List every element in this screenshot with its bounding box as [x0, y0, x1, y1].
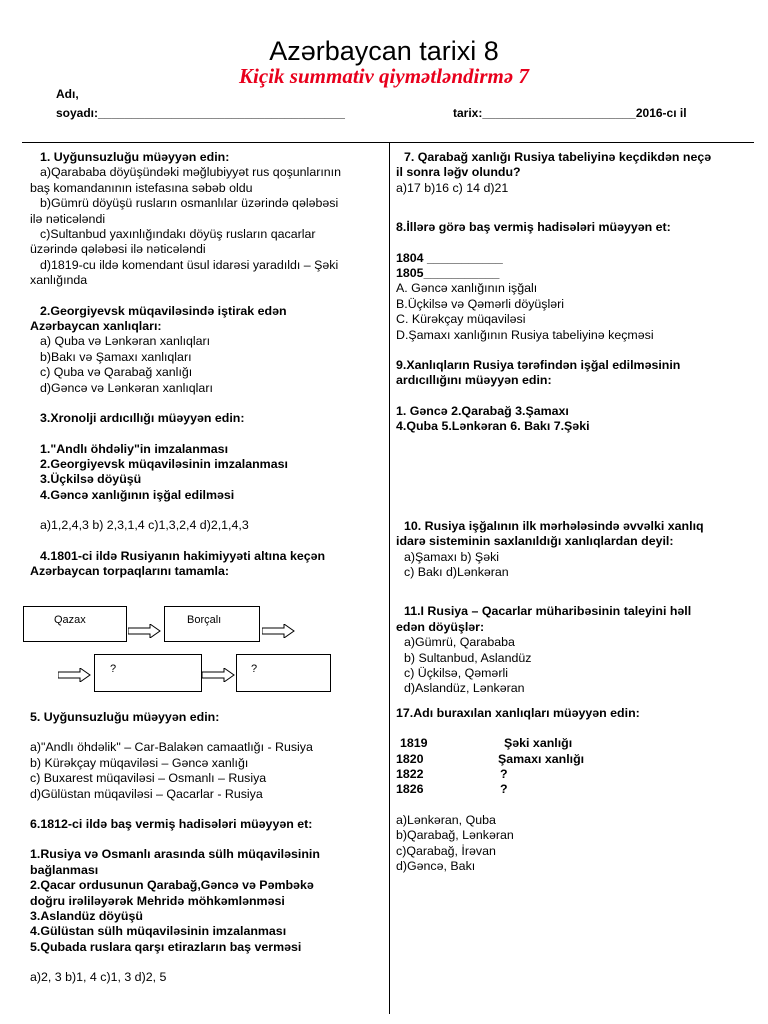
q3-item: 3.Üçkilsə döyüşü: [40, 472, 142, 487]
left-column-lower: [30, 710, 382, 986]
page-subtitle: Kiçik summativ qiymətləndirmə 7: [239, 64, 529, 88]
header-divider: [22, 142, 754, 143]
q17-option[interactable]: d)Gəncə, Bakı: [396, 859, 476, 873]
q5-option[interactable]: b) Kürəkçay müqaviləsi – Gəncə xanlığı: [30, 755, 249, 770]
q17-title: 17.Adı buraxılan xanlıqları müəyyən edin:: [396, 705, 640, 720]
q17-row: [396, 782, 746, 797]
q6-item: 4.Gülüstan sülh müqaviləsinin imzalanması: [30, 924, 287, 939]
q10-title: 10. Rusiya işğalının ilk mərhələsində əvvəlki xanlıq: [404, 518, 704, 533]
arrow-icon: [202, 668, 236, 682]
q17-year: 1819: [400, 736, 428, 751]
q1-line: xanlığında: [30, 273, 88, 288]
q11-option[interactable]: b) Sultanbud, Aslandüz: [404, 650, 532, 665]
q8-year-1805[interactable]: 1805___________: [396, 266, 500, 281]
q1-line: ilə nəticələndi: [30, 211, 106, 226]
q17-year: 1826: [396, 782, 424, 797]
q1-line: üzərində qələbəsi ilə nəticələndi: [30, 242, 206, 257]
q1-title: 1. Uyğunsuzluğu müəyyən edin:: [40, 150, 230, 164]
q17-option[interactable]: a)Lənkəran, Quba: [396, 812, 496, 827]
box-borcali: [164, 606, 260, 642]
q7-title: il sonra ləğv olundu?: [396, 165, 521, 180]
q3-item: 2.Georgiyevsk müqaviləsinin imzalanması: [40, 456, 288, 471]
q17-option[interactable]: c)Qarabağ, İrəvan: [396, 843, 496, 858]
box-label: ?: [110, 663, 117, 675]
q6-answers[interactable]: a)2, 3 b)1, 4 c)1, 3 d)2, 5: [30, 970, 167, 985]
q8-title: 8.İllərə görə baş vermiş hadisələri müəyyən et:: [396, 220, 671, 235]
arrow-icon: [262, 624, 296, 638]
q6-item: 1.Rusiya və Osmanlı arasında sülh müqaviləsinin: [30, 847, 320, 862]
q8-event: D.Şamaxı xanlığının Rusiya tabeliyinə keçməsi: [396, 327, 654, 342]
q2-title: Azərbaycan xanlıqları:: [30, 319, 162, 334]
box-label: Borçalı: [187, 614, 222, 626]
q9-title: 9.Xanlıqların Rusiya tərəfindən işğal edilməsinin: [396, 358, 681, 373]
q17-option[interactable]: b)Qarabağ, Lənkəran: [396, 828, 514, 843]
q2-option[interactable]: a) Quba və Lənkəran xanlıqları: [40, 334, 211, 349]
q9-title: ardıcıllığını müəyyən edin:: [396, 373, 552, 388]
q17-khanate: Şəki xanlığı: [504, 736, 573, 751]
q11-title: edən döyüşlər:: [396, 619, 485, 634]
q11-option[interactable]: d)Aslandüz, Lənkəran: [404, 681, 525, 696]
q17-khanate: ?: [500, 782, 508, 797]
q1-line: d)1819-cu ildə komendant üsul idarəsi yaradıldı – Şəki: [40, 257, 339, 272]
left-column: [30, 150, 382, 579]
q11-title: 11.I Rusiya – Qacarlar müharibəsinin taleyini həll: [404, 604, 692, 619]
q6-item: 3.Aslandüz döyüşü: [30, 909, 143, 924]
q2-title: 2.Georgiyevsk müqaviləsində iştirak edən: [40, 303, 287, 318]
arrow-icon: [58, 668, 92, 682]
column-divider: [389, 142, 390, 1014]
box-label: Qazax: [54, 614, 86, 626]
q2-option[interactable]: d)Gəncə və Lənkəran xanlıqları: [40, 380, 213, 395]
surname-field[interactable]: soyadı:_____________________________________: [56, 106, 345, 120]
q17-row: [396, 767, 746, 782]
q5-option[interactable]: a)"Andlı öhdəlik" – Car-Balakən camaatlığı - Rusiya: [30, 740, 313, 755]
q8-year-1804[interactable]: 1804 ___________: [396, 250, 503, 265]
q3-answers[interactable]: a)1,2,4,3 b) 2,3,1,4 c)1,3,2,4 d)2,1,4,3: [40, 518, 249, 533]
q1-line: b)Gümrü döyüşü rusların osmanlılar üzərində qələbəsi: [40, 196, 339, 211]
q17-year: 1822: [396, 766, 424, 781]
q6-item: bağlanması: [30, 862, 99, 877]
q1-line: baş komandanının istefasına səbəb oldu: [30, 180, 253, 195]
q17-khanate: ?: [500, 766, 508, 781]
q17-year: 1820: [396, 751, 424, 766]
right-column: [396, 150, 746, 874]
q17-khanate: Şamaxı xanlığı: [498, 751, 585, 766]
q6-item: doğru irəliləyərək Mehridə möhkəmlənməsi: [30, 893, 285, 908]
q4-title: Azərbaycan torpaqlarını tamamla:: [30, 563, 230, 578]
q10-options[interactable]: c) Bakı d)Lənkəran: [404, 564, 509, 579]
q1-line: c)Sultanbud yaxınlığındakı döyüş rusların qacarlar: [40, 227, 316, 242]
page-title: Azərbaycan tarixi 8: [269, 36, 499, 66]
q3-title: 3.Xronolji ardıcıllığı müəyyən edin:: [40, 411, 245, 426]
q5-option[interactable]: c) Buxarest müqaviləsi – Osmanlı – Rusiya: [30, 771, 267, 786]
q8-event: A. Gəncə xanlığının işğalı: [396, 281, 538, 296]
q7-title: 7. Qarabağ xanlığı Rusiya tabeliyinə keçdikdən neçə: [404, 150, 712, 164]
q7-answers[interactable]: a)17 b)16 c) 14 d)21: [396, 180, 509, 195]
answer-box[interactable]: [236, 654, 331, 692]
q3-item: 1."Andlı öhdəliy"in imzalanması: [40, 441, 229, 456]
q5-title: 5. Uyğunsuzluğu müəyyən edin:: [30, 710, 220, 724]
q11-option[interactable]: a)Gümrü, Qarababa: [404, 635, 515, 650]
q4-title: 4.1801-ci ildə Rusiyanın hakimiyyəti altına keçən: [40, 548, 326, 563]
box-qazax: [23, 606, 127, 642]
answer-box[interactable]: [94, 654, 202, 692]
q3-item: 4.Gəncə xanlığının işğal edilməsi: [40, 487, 235, 502]
q6-title: 6.1812-ci ildə baş vermiş hadisələri müəyyən et:: [30, 817, 313, 832]
q10-title: idarə sisteminin saxlanıldığı xanlıqlardan deyil:: [396, 534, 674, 549]
q17-row: [396, 752, 746, 767]
q17-row: [396, 736, 746, 751]
q9-row: 1. Gəncə 2.Qarabağ 3.Şamaxı: [396, 403, 569, 418]
q6-item: 5.Qubada ruslara qarşı etirazların baş verməsi: [30, 939, 302, 954]
q11-option[interactable]: c) Üçkilsə, Qəmərli: [404, 665, 508, 680]
q10-options[interactable]: a)Şamaxı b) Şəki: [404, 549, 500, 564]
q8-event: C. Kürəkçay müqaviləsi: [396, 312, 526, 327]
box-label: ?: [251, 663, 258, 675]
arrow-icon: [128, 624, 162, 638]
q2-option[interactable]: c) Quba və Qarabağ xanlığı: [40, 365, 193, 380]
q1-line: a)Qarababa döyüşündəki məğlubiyyət rus qoşunlarının: [40, 165, 341, 180]
q6-item: 2.Qacar ordusunun Qarabağ,Gəncə və Pəmbəkə: [30, 878, 314, 893]
q5-option[interactable]: d)Gülüstan müqaviləsi – Qacarlar - Rusiya: [30, 786, 263, 801]
name-label: Adı,: [56, 87, 79, 101]
q2-option[interactable]: b)Bakı və Şamaxı xanlıqları: [40, 349, 192, 364]
date-field[interactable]: tarix:_______________________2016-cı il: [453, 106, 687, 120]
q9-row: 4.Quba 5.Lənkəran 6. Bakı 7.Şəki: [396, 419, 590, 434]
q8-event: B.Üçkilsə və Qəmərli döyüşləri: [396, 296, 565, 311]
